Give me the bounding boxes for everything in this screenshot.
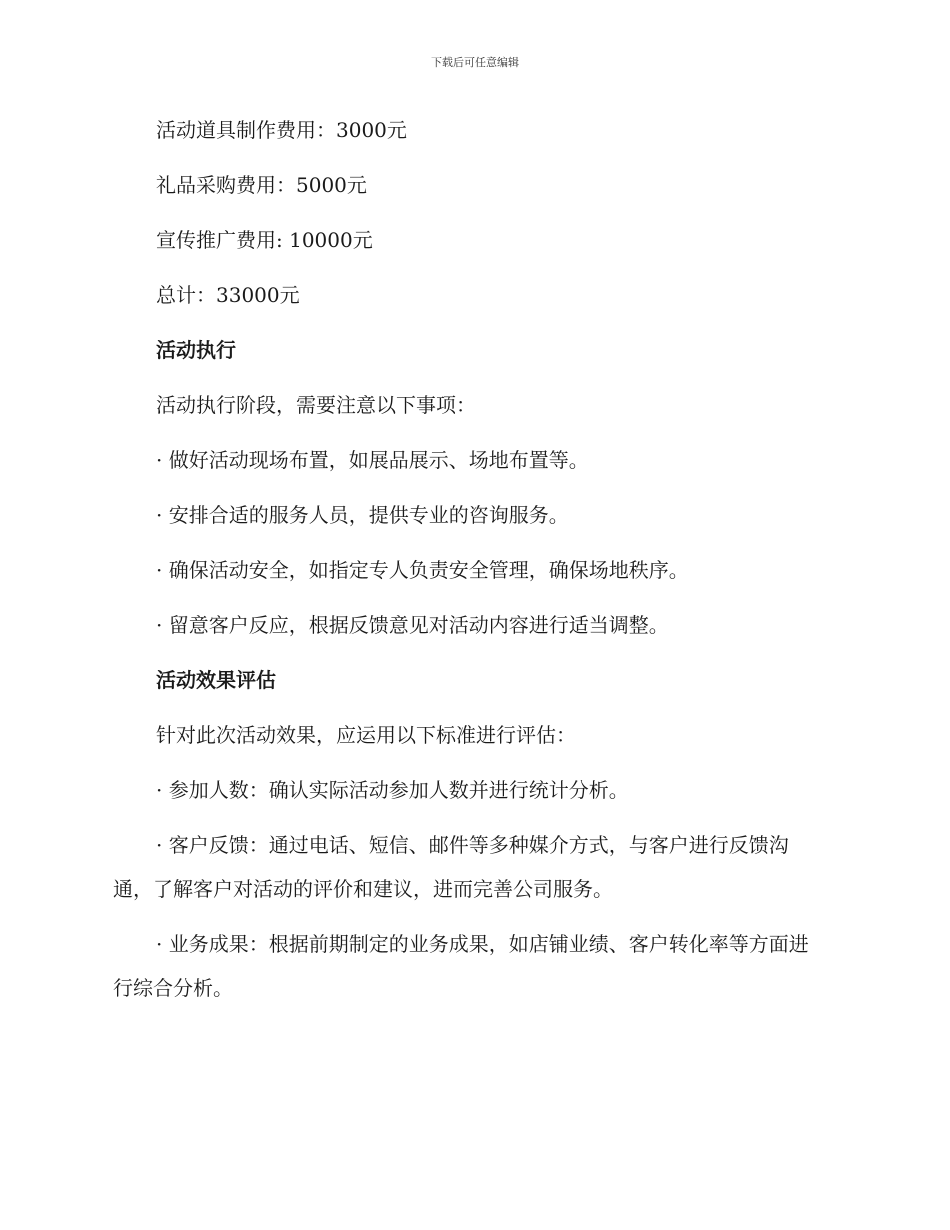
document-body — [113, 108, 823, 1021]
budget-gifts-line: 礼品采购费用：5000元 — [156, 173, 367, 197]
execution-heading: 活动执行 — [156, 338, 236, 362]
evaluation-intro: 针对此次活动效果，应运用以下标准进行评估： — [156, 723, 576, 747]
evaluation-item-2: · 客户反馈：通过电话、短信、邮件等多种媒介方式，与客户进行反馈沟通，了解客户对活动的评价和建议，进而完善公司服务。 — [113, 833, 789, 901]
evaluation-heading: 活动效果评估 — [156, 668, 276, 692]
execution-item-2: · 安排合适的服务人员，提供专业的咨询服务。 — [156, 503, 569, 527]
evaluation-item-3: · 业务成果：根据前期制定的业务成果，如店铺业绩、客户转化率等方面进行综合分析。 — [113, 932, 809, 1000]
header-note: 下载后可任意编辑 — [431, 56, 519, 69]
execution-item-1: · 做好活动现场布置，如展品展示、场地布置等。 — [156, 448, 589, 472]
execution-intro: 活动执行阶段，需要注意以下事项： — [156, 393, 476, 417]
execution-item-3: · 确保活动安全，如指定专人负责安全管理，确保场地秩序。 — [156, 558, 689, 582]
budget-total-line: 总计：33000元 — [156, 283, 300, 307]
budget-promotion-line: 宣传推广费用: 10000元 — [156, 228, 373, 252]
evaluation-item-1: · 参加人数：确认实际活动参加人数并进行统计分析。 — [156, 778, 629, 802]
budget-props-line: 活动道具制作费用：3000元 — [156, 118, 407, 142]
execution-item-4: · 留意客户反应，根据反馈意见对活动内容进行适当调整。 — [156, 613, 669, 637]
